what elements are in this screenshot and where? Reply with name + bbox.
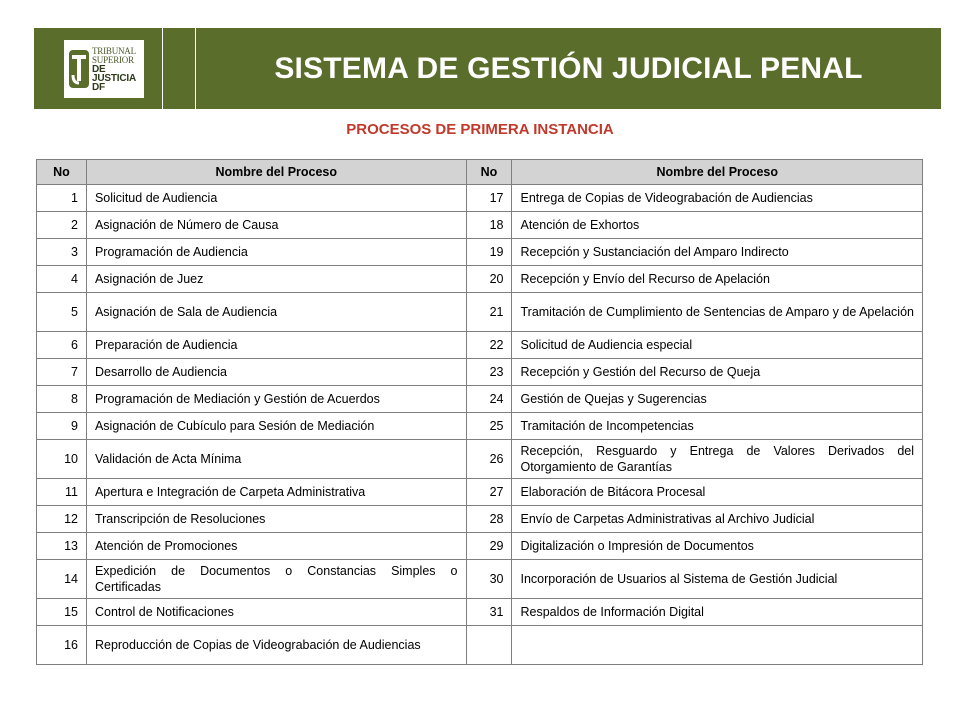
table-row: [37, 479, 923, 506]
process-name-cell-text: Asignación de Sala de Audiencia: [94, 305, 278, 319]
process-name-cell: [512, 239, 923, 266]
process-number-cell-text: 20: [489, 272, 504, 286]
process-name-cell: [512, 560, 923, 599]
process-name-cell: [86, 626, 466, 665]
process-name-cell-text: Programación de Mediación y Gestión de Acuerdos: [94, 392, 380, 406]
process-name-cell: [512, 479, 923, 506]
process-name-cell-text: Elaboración de Bitácora Procesal: [520, 485, 706, 499]
table-row: [37, 440, 923, 479]
process-name-cell-text: Tramitación de Incompetencias: [520, 419, 694, 433]
column-header-name: Nombre del Proceso: [86, 160, 466, 185]
process-number-cell-text: 6: [71, 338, 78, 352]
process-number-cell-text: 15: [64, 605, 78, 619]
process-name-cell-text: Recepción y Envío del Recurso de Apelación: [520, 272, 770, 286]
process-name-cell-text: Apertura e Integración de Carpeta Administrativa: [94, 485, 366, 499]
process-name-cell-text: Asignación de Juez: [94, 272, 204, 286]
process-name-cell-text: Atención de Promociones: [94, 539, 238, 553]
process-number-cell-text: 26: [489, 452, 504, 466]
process-number-cell: [37, 413, 87, 440]
logo-line: SUPERIOR: [92, 54, 134, 65]
process-number-cell-text: 7: [71, 365, 78, 379]
process-number-cell-text: 5: [71, 305, 78, 319]
header-banner: [34, 28, 941, 109]
process-name-cell-text: Solicitud de Audiencia: [94, 191, 218, 205]
process-number-cell: [37, 266, 87, 293]
process-name-cell: [86, 479, 466, 506]
process-number-cell: [37, 239, 87, 266]
column-header-name: Nombre del Proceso: [512, 160, 923, 185]
process-number-cell: [466, 266, 512, 293]
process-name-cell-text: Desarrollo de Audiencia: [94, 365, 227, 379]
process-number-cell: [37, 185, 87, 212]
process-number-cell: [466, 293, 512, 332]
process-name-cell: [86, 506, 466, 533]
process-number-cell: [466, 185, 512, 212]
process-number-cell: [37, 560, 87, 599]
process-name-cell-text: Solicitud de Audiencia especial: [520, 338, 693, 352]
process-name-cell: [512, 212, 923, 239]
process-name-cell: [512, 440, 923, 479]
process-number-cell: [37, 533, 87, 560]
process-number-cell: [466, 440, 512, 479]
logo-line: DF: [92, 81, 105, 93]
process-number-cell: [37, 212, 87, 239]
process-number-cell: [466, 359, 512, 386]
process-number-cell-text: 23: [489, 365, 504, 379]
process-number-cell-text: 30: [489, 572, 504, 586]
table-row: [37, 293, 923, 332]
process-number-cell: [37, 293, 87, 332]
table-row: [37, 506, 923, 533]
table-row: [37, 386, 923, 413]
process-number-cell-text: 13: [64, 539, 78, 553]
process-name-cell: [86, 293, 466, 332]
table-body: [37, 185, 923, 665]
table-header-row: [37, 160, 923, 185]
process-name-cell: [512, 266, 923, 293]
process-name-cell: [86, 266, 466, 293]
logo-line: DE JUSTICIA: [92, 63, 136, 84]
process-name-cell-text: Gestión de Quejas y Sugerencias: [520, 392, 707, 406]
process-name-cell-text: Control de Notificaciones: [94, 605, 234, 619]
process-number-cell: [466, 386, 512, 413]
logo-text: [92, 47, 144, 92]
process-name-cell: [512, 185, 923, 212]
process-number-cell: [37, 386, 87, 413]
process-number-cell: [466, 626, 512, 665]
process-number-cell: [37, 359, 87, 386]
process-number-cell: [37, 479, 87, 506]
process-number-cell: [37, 506, 87, 533]
process-name-cell-text: Entrega de Copias de Videograbación de Audiencias: [520, 191, 813, 205]
process-number-cell-text: 4: [71, 272, 78, 286]
process-number-cell-text: 16: [64, 638, 78, 652]
process-number-cell: [37, 440, 87, 479]
logo-box: [34, 28, 163, 109]
process-number-cell-text: 12: [64, 512, 78, 526]
logo-line: TRIBUNAL: [92, 45, 136, 56]
process-number-cell-text: 28: [489, 512, 504, 526]
page-title: SISTEMA DE GESTIÓN JUDICIAL PENAL: [274, 51, 863, 85]
process-number-cell: [37, 626, 87, 665]
process-name-cell-text: Reproducción de Copias de Videograbación de Audiencias: [94, 638, 421, 652]
process-name-cell: [512, 506, 923, 533]
process-name-cell-text: Asignación de Número de Causa: [94, 218, 279, 232]
process-name-cell: [86, 440, 466, 479]
process-name-cell-text: Preparación de Audiencia: [94, 338, 238, 352]
table-row: [37, 332, 923, 359]
process-name-cell: [86, 533, 466, 560]
process-number-cell-text: 10: [64, 452, 78, 466]
table-row: [37, 359, 923, 386]
table-row: [37, 599, 923, 626]
tribunal-logo: [64, 40, 144, 98]
table-row: [37, 212, 923, 239]
process-name-cell: [512, 413, 923, 440]
process-name-cell: [512, 386, 923, 413]
process-number-cell-text: 9: [71, 419, 78, 433]
process-name-cell-text: Respaldos de Información Digital: [520, 605, 704, 619]
process-name-cell: [86, 386, 466, 413]
process-number-cell: [466, 413, 512, 440]
process-name-cell-text: Programación de Audiencia: [94, 245, 248, 259]
process-number-cell-text: 31: [489, 605, 504, 619]
process-number-cell-text: 8: [71, 392, 78, 406]
process-name-cell-text: Atención de Exhortos: [520, 218, 640, 232]
process-name-cell-text: Recepción y Sustanciación del Amparo Indirecto: [520, 245, 789, 259]
process-name-cell: [86, 359, 466, 386]
process-number-cell-text: 17: [489, 191, 504, 205]
table-row: [37, 266, 923, 293]
process-name-cell: [86, 413, 466, 440]
table-row: [37, 560, 923, 599]
process-name-cell: [512, 626, 923, 665]
process-name-cell-text: Asignación de Cubículo para Sesión de Mediación: [94, 419, 375, 433]
table-row: [37, 533, 923, 560]
table-row: [37, 239, 923, 266]
process-number-cell: [466, 560, 512, 599]
process-name-cell-text: Incorporación de Usuarios al Sistema de Gestión Judicial: [520, 572, 838, 586]
process-name-cell-text: Recepción, Resguardo y Entrega de Valores Derivados del Otorgamiento de Garantías: [520, 444, 914, 474]
process-number-cell-text: 2: [71, 218, 78, 232]
process-name-cell-text: Transcripción de Resoluciones: [94, 512, 266, 526]
process-name-cell-text: Validación de Acta Mínima: [94, 452, 242, 466]
process-number-cell-text: 19: [489, 245, 504, 259]
process-number-cell-text: 14: [64, 572, 78, 586]
process-name-cell: [512, 359, 923, 386]
process-name-cell-text: Expedición de Documentos o Constancias Simples o Certificadas: [94, 564, 458, 594]
process-name-cell-text: Digitalización o Impresión de Documentos: [520, 539, 754, 553]
process-name-cell: [86, 212, 466, 239]
process-name-cell-text: Recepción y Gestión del Recurso de Queja: [520, 365, 761, 379]
process-number-cell-text: 25: [489, 419, 504, 433]
process-number-cell-text: 27: [489, 485, 504, 499]
process-name-cell-text: Envío de Carpetas Administrativas al Archivo Judicial: [520, 512, 815, 526]
tribunal-emblem-icon: [68, 47, 90, 91]
process-number-cell-text: 24: [489, 392, 504, 406]
process-name-cell: [86, 560, 466, 599]
process-table: [36, 159, 923, 665]
table-row: [37, 413, 923, 440]
column-header-no: No: [37, 160, 87, 185]
process-name-cell: [86, 599, 466, 626]
process-number-cell: [466, 479, 512, 506]
process-number-cell: [466, 506, 512, 533]
table-row: [37, 626, 923, 665]
process-number-cell-text: 18: [489, 218, 504, 232]
process-name-cell: [512, 293, 923, 332]
process-name-cell: [86, 332, 466, 359]
process-name-cell: [512, 599, 923, 626]
process-number-cell-text: 1: [71, 191, 78, 205]
process-number-cell: [466, 599, 512, 626]
column-header-no: No: [466, 160, 512, 185]
process-number-cell: [466, 239, 512, 266]
process-number-cell-text: 22: [489, 338, 504, 352]
section-subtitle: PROCESOS DE PRIMERA INSTANCIA: [346, 121, 614, 138]
process-name-cell: [512, 332, 923, 359]
process-number-cell: [466, 212, 512, 239]
process-name-cell-text: Tramitación de Cumplimiento de Sentencias de Amparo y de Apelación: [520, 305, 914, 319]
process-name-cell: [86, 239, 466, 266]
process-name-cell: [512, 533, 923, 560]
process-number-cell: [37, 599, 87, 626]
process-number-cell-text: 29: [489, 539, 504, 553]
process-number-cell: [37, 332, 87, 359]
process-number-cell: [466, 533, 512, 560]
process-name-cell: [86, 185, 466, 212]
process-number-cell: [466, 332, 512, 359]
process-number-cell-text: 11: [64, 485, 78, 499]
process-number-cell-text: 21: [489, 305, 504, 319]
table-row: [37, 185, 923, 212]
process-number-cell-text: 3: [71, 245, 78, 259]
